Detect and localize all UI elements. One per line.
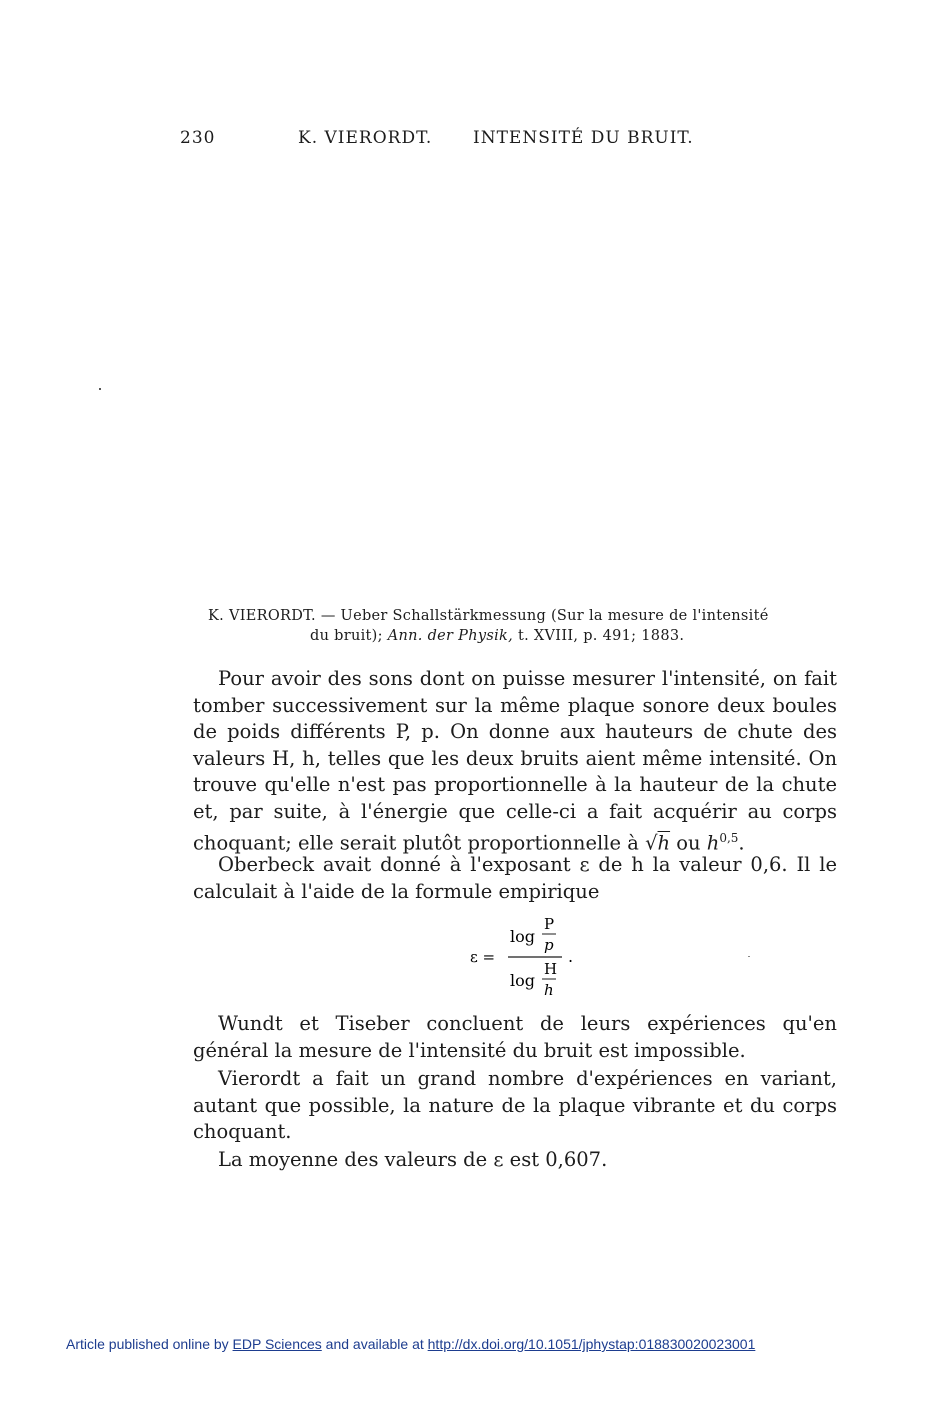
paragraph-5: La moyenne des valeurs de ε est 0,607.: [218, 1148, 608, 1171]
formula-log-num: log: [510, 927, 535, 946]
formula-H: H: [544, 960, 558, 978]
formula-p: p: [544, 936, 554, 954]
article-reference: [208, 606, 848, 646]
header-author: K. VIERORDT.: [298, 128, 433, 148]
reference-line-1: K. VIERORDT. — Ueber Schallstärkmessung (Sur la mesure de l'intensité: [208, 608, 769, 624]
footer: [66, 1336, 755, 1352]
doi-link[interactable]: http://dx.doi.org/10.1051/jphystap:018830020023001: [427, 1336, 756, 1352]
journal-name: Ann. der Physik,: [387, 628, 514, 644]
sqrt-symbol: √h: [645, 831, 671, 855]
footer-middle: and available at: [321, 1336, 428, 1352]
header-title: INTENSITÉ DU BRUIT.: [473, 128, 694, 148]
scan-speck: [748, 956, 750, 957]
formula-log-den: log: [510, 971, 535, 990]
reference-line-2: du bruit); Ann. der Physik, t. XVIII, p. 491; 1883.: [310, 628, 685, 644]
formula-lhs: ε =: [470, 948, 496, 966]
formula-svg: [470, 912, 590, 1004]
paragraph-3: Wundt et Tiseber concluent de leurs expériences qu'en général la mesure de l'intensité du bruit est impossible.: [193, 1012, 837, 1062]
scan-speck: [99, 388, 101, 390]
footer-prefix: Article published online by: [66, 1336, 233, 1352]
paragraph-1: Pour avoir des sons dont on puisse mesurer l'intensité, on fait tomber successivement sur la même plaque sonore deux boules de poids différents P, p. On donne aux hauteurs de chute des valeurs H, h, telles que les deux bruits aient même intensité. On trouve qu'elle n'est pas proportionnelle à la hauteur de la chute et, par suite, à l'énergie que celle-ci a fait acquérir au corps choquant; elle serait plutôt proportionnelle à √h ou $h^{0,5}$.: [193, 667, 837, 855]
formula-P: P: [544, 915, 555, 933]
formula-period: .: [568, 947, 574, 966]
exponent: 0,5: [719, 831, 739, 845]
publisher-link[interactable]: EDP Sciences: [232, 1336, 322, 1352]
paragraph-2: Oberbeck avait donné à l'exposant ε de h la valeur 0,6. Il le calculait à l'aide de la formule empirique: [193, 853, 837, 903]
page-number: 230: [180, 128, 216, 148]
formula-h: h: [544, 981, 554, 999]
paragraph-4: Vierordt a fait un grand nombre d'expériences en variant, autant que possible, la nature de la plaque vibrante et du corps choquant.: [193, 1067, 837, 1143]
formula: [470, 912, 590, 1004]
